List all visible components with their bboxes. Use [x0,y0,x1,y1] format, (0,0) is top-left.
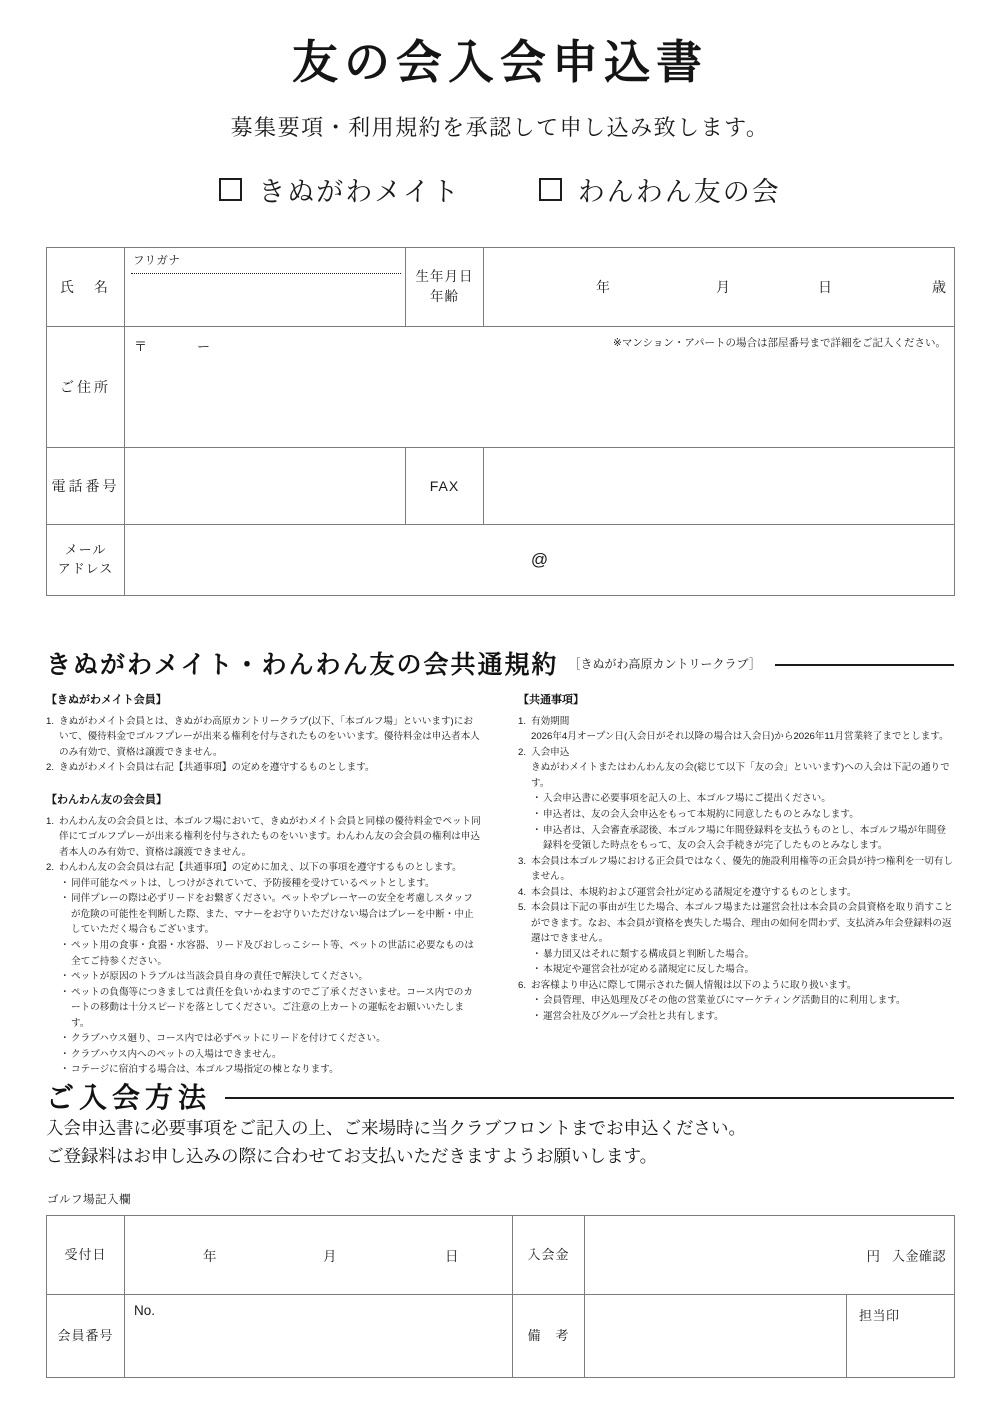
fee-label: 入会金 [513,1216,585,1295]
membership-type-choices [0,170,1000,209]
table-row-name [47,248,955,327]
regulations-subtitle: ［きぬがわ高原カントリークラブ］ [568,656,761,671]
regulation-item-text: 有効期間 [531,715,570,727]
regulation-item-text: 申込者は、友の会入会申込をもって本規約に同意したものとみなします。 [543,809,859,820]
regulation-item-text: 運営会社及びグループ会社と共有します。 [543,1010,724,1022]
regulation-item-text: 本会員は本ゴルフ場における正会員ではなく、優先的施設利用権等の正会員が持つ権利を一切有しません。 [531,855,953,883]
at-sign-icon: @ [530,550,549,569]
bullet-icon: ・ [60,877,70,889]
regulation-bullet-item [518,807,954,823]
remarks-label: 備 考 [513,1295,585,1378]
page-title: 友の会入会申込書 [292,37,708,88]
regulation-item-number: 6. [518,979,527,991]
mail-label-line1: メール [64,542,107,558]
dob-month-unit: 月 [716,279,730,295]
regulation-bullet-item [518,1009,954,1025]
payment-confirm-label: 入金確認 [891,1248,946,1264]
regulation-item-text: きぬがわメイト会員とは、きぬがわ高原カントリークラブ(以下、「本ゴルフ場」といいます)において、優待料金でゴルフプレーが出来る権利を付与されたものをいいます。優待料金は申込者本人のみ有効で、資格は譲渡できません。 [59,715,480,758]
regulation-numbered-item [46,714,482,761]
remarks-cell[interactable] [585,1295,847,1378]
regulation-item-number: 2. [46,862,55,874]
dob-label-line2: 年齢 [430,289,459,304]
member-number-label: 会員番号 [47,1295,125,1378]
regulations-heading [46,645,954,681]
regulation-bullet-item [518,993,954,1009]
regulations-body [46,692,954,1078]
fee-yen-unit: 円 [866,1249,880,1264]
received-date-cell[interactable] [125,1216,513,1295]
mail-label-line2: アドレス [57,561,114,576]
name-input-cell[interactable] [125,248,406,327]
bullet-icon: ・ [532,995,542,1007]
choice-kinugawa-mate[interactable] [219,170,460,209]
fee-cell[interactable] [585,1216,955,1295]
regulation-plain-text: きぬがわメイトまたはわんわん友の会(総じて以下「友の会」といいます)への入会は下記の通りです。 [531,762,950,789]
dob-age-unit: 歳 [932,279,946,295]
join-method-line2: ご登録料はお申し込みの際に合わせてお支払いただきますようお願いします。 [46,1146,658,1167]
dob-year-unit: 年 [596,279,610,295]
regulation-item-number: 1. [46,815,55,827]
furigana-divider [131,273,401,274]
regulation-item-text: きぬがわメイト会員は右記【共通事項】の定めを遵守するものとします。 [59,762,375,774]
member-number-cell[interactable] [125,1295,513,1378]
regulation-item-text: 暴力団又はそれに類する構成員と判断した場合。 [543,948,755,960]
regulation-item-text: 申込者は、入会審査承認後、本ゴルフ場に年間登録料を支払うものとし、本ゴルフ場が年間登録料を受領した時点をもって、友の会入会手続きが完了したものとみなします。 [543,824,946,852]
checkbox-icon[interactable] [219,178,242,201]
regulation-numbered-item [46,860,482,876]
choice-label: きぬがわメイト [258,176,461,207]
regulations-right-column [518,692,954,1024]
bullet-icon: ・ [532,824,542,836]
heading-rule [775,664,954,666]
address-input-cell[interactable] [125,327,955,448]
regulation-bullet-item [46,969,482,985]
regulation-item-text: クラブハウス廻り、コース内では必ずペットにリードを付けてください。 [71,1033,386,1045]
regulation-item-number: 1. [518,715,527,727]
regulation-item-text: 本規定や運営会社が定める諸規定に反した場合。 [543,964,755,976]
fax-input-cell[interactable] [484,448,955,525]
dob-day-unit: 日 [818,279,832,295]
choice-label: わんわん友の会 [577,176,781,207]
dob-label [406,248,484,327]
tel-label: 電話番号 [47,448,125,525]
table-row-address [47,327,955,448]
regulation-bullet-item [46,876,482,892]
received-year-unit: 年 [203,1249,217,1264]
mail-input-cell[interactable] [125,525,955,596]
regulation-plain-text: 2026年4月オープン日(入会日がそれ以降の場合は入会日)から2026年11月営業終了までとします。 [531,731,949,743]
join-method-heading [46,1076,954,1116]
stamp-label: 担当印 [859,1308,900,1323]
address-label: ご住所 [47,327,125,448]
table-row-member-no [47,1295,955,1378]
tel-input-cell[interactable] [125,448,406,525]
regulation-item-text: ペットの負傷等につきましては責任を負いかねますのでご了承くださいませ。コース内でのカートの移動は十分スピードを落としてください。ご注意の上カートの運転をお願いいたします。 [71,986,473,1029]
regulation-bullet-item [518,823,954,854]
regulation-numbered-item [518,854,954,885]
address-note: ※マンション・アパートの場合は部屋番号まで詳細をご記入ください。 [613,337,946,349]
regulation-section-heading: 【きぬがわメイト会員】 [46,694,167,706]
join-method-line1: 入会申込書に必要事項をご記入の上、ご来場時に当クラブフロントまでお申込ください。 [46,1118,746,1138]
fax-label: FAX [406,448,484,525]
postal-code-icon: 〒 [134,339,148,354]
regulation-numbered-item [46,814,482,861]
regulation-item-text: コテージに宿泊する場合は、本ゴルフ場指定の棟となります。 [71,1064,339,1076]
dob-label-line1: 生年月日 [415,268,474,284]
regulation-item-text: 本会員は、本規約および運営会社が定める諸規定を遵守するものとします。 [531,886,857,898]
office-use-table [46,1215,955,1378]
regulation-item-text: わんわん友の会会員とは、本ゴルフ場において、きぬがわメイト会員と同様の優待料金でペット同伴にてゴルフプレーが出来る権利を付与されたものをいいます。わんわん友の会会員の権利は申込者本人のみ有効で、資格は譲渡できません。 [59,815,481,858]
choice-wanwan-tomonokai[interactable] [539,170,781,209]
heading-rule [225,1097,954,1099]
regulation-item-text: 本会員は下記の事由が生じた場合、本ゴルフ場または運営会社は本会員の会員資格を取り消すことができます。なお、本会員が資格を喪失した場合、理由の如何を問わず、支払済み年会登録料の返還はできません。 [531,902,954,945]
regulation-item-number: 4. [518,886,527,898]
regulation-numbered-item [518,885,954,901]
regulation-item-number: 5. [518,902,527,914]
regulation-numbered-item [46,760,482,776]
regulation-item-text: 入会申込 [531,746,570,758]
bullet-icon: ・ [60,940,70,951]
bullet-icon: ・ [532,1010,542,1022]
regulations-title: きぬがわメイト・わんわん友の会共通規約 [46,652,559,679]
regulation-bullet-item [46,938,482,969]
regulation-spacer [46,776,482,792]
regulation-bullet-item [518,947,954,963]
regulation-item-text: ペットが原因のトラブルは当該会員自身の責任で解決してください。 [71,971,369,983]
received-date-label: 受付日 [47,1216,125,1295]
regulation-item-text: わんわん友の会会員は右記【共通事項】の定めに加え、以下の事項を遵守するものとします。 [59,862,462,874]
office-section-label: ゴルフ場記入欄 [47,1194,131,1206]
regulation-section-heading: 【わんわん友の会会員】 [46,793,167,806]
name-label: 氏 名 [47,248,125,327]
bullet-icon: ・ [60,1048,70,1060]
dob-input-cell[interactable] [484,248,955,327]
bullet-icon: ・ [532,809,542,820]
regulation-section-heading: 【共通事項】 [518,694,584,706]
regulation-bullet-item [518,791,954,807]
postal-code-dash: ー [197,339,211,354]
join-method-title: ご入会方法 [46,1083,212,1114]
regulation-item-number: 2. [46,762,55,774]
bullet-icon: ・ [532,964,542,976]
bullet-icon: ・ [60,893,70,905]
table-row-tel-fax [47,448,955,525]
bullet-icon: ・ [60,986,70,998]
regulation-numbered-item [518,978,954,994]
regulation-numbered-item [518,900,954,947]
mail-label [47,525,125,596]
received-day-unit: 日 [445,1249,459,1264]
regulation-item-number: 1. [46,715,55,727]
regulation-item-number: 3. [518,855,527,867]
page-subtitle: 募集要項・利用規約を承認して申し込み致します。 [230,114,770,140]
regulation-bullet-item [46,1047,482,1063]
regulation-numbered-item [518,714,954,730]
table-row-mail [47,525,955,596]
regulation-item-text: 会員管理、申込処理及びその他の営業並びにマーケティング活動目的に利用します。 [543,995,906,1007]
regulation-item-number: 2. [518,746,527,758]
regulation-bullet-item [46,1031,482,1047]
checkbox-icon[interactable] [539,178,562,201]
table-row-received [47,1216,955,1295]
received-month-unit: 月 [323,1249,337,1264]
regulation-numbered-item [518,745,954,761]
regulation-item-text: ペット用の食事・食器・水容器、リード及びおしっこシート等、ペットの世話に必要なものは全てご持参ください。 [71,940,474,967]
regulations-left-column [46,692,482,1078]
bullet-icon: ・ [60,1033,70,1045]
bullet-icon: ・ [532,793,542,805]
regulation-item-text: クラブハウス内へのペットの入場はできません。 [71,1048,282,1060]
number-prefix: No. [134,1303,156,1318]
regulation-bullet-item [46,891,482,938]
regulation-bullet-item [46,985,482,1032]
applicant-info-table [46,247,955,596]
bullet-icon: ・ [532,948,542,960]
bullet-icon: ・ [60,1064,70,1076]
regulation-item-text: 同伴可能なペットは、しつけがされていて、予防接種を受けているペットとします。 [71,877,435,889]
bullet-icon: ・ [60,971,70,983]
regulation-item-text: 入会申込書に必要事項を記入の上、本ゴルフ場にご提出ください。 [543,793,831,805]
join-method-text [46,1114,954,1171]
stamp-cell[interactable] [847,1295,955,1378]
regulation-item-text: お客様より申込に際して開示された個人情報は以下のように取り扱います。 [531,979,857,991]
regulation-bullet-item [518,962,954,978]
furigana-label: フリガナ [133,255,181,267]
regulation-item-text: 同伴プレーの際は必ずリードをお繋ぎください。ペットやプレーヤーの安全を考慮しスタッフが危険の可能性を判断した際、また、マナーをお守りいただけない場合はプレーを中断・中止していただく場合もございます。 [71,893,474,936]
